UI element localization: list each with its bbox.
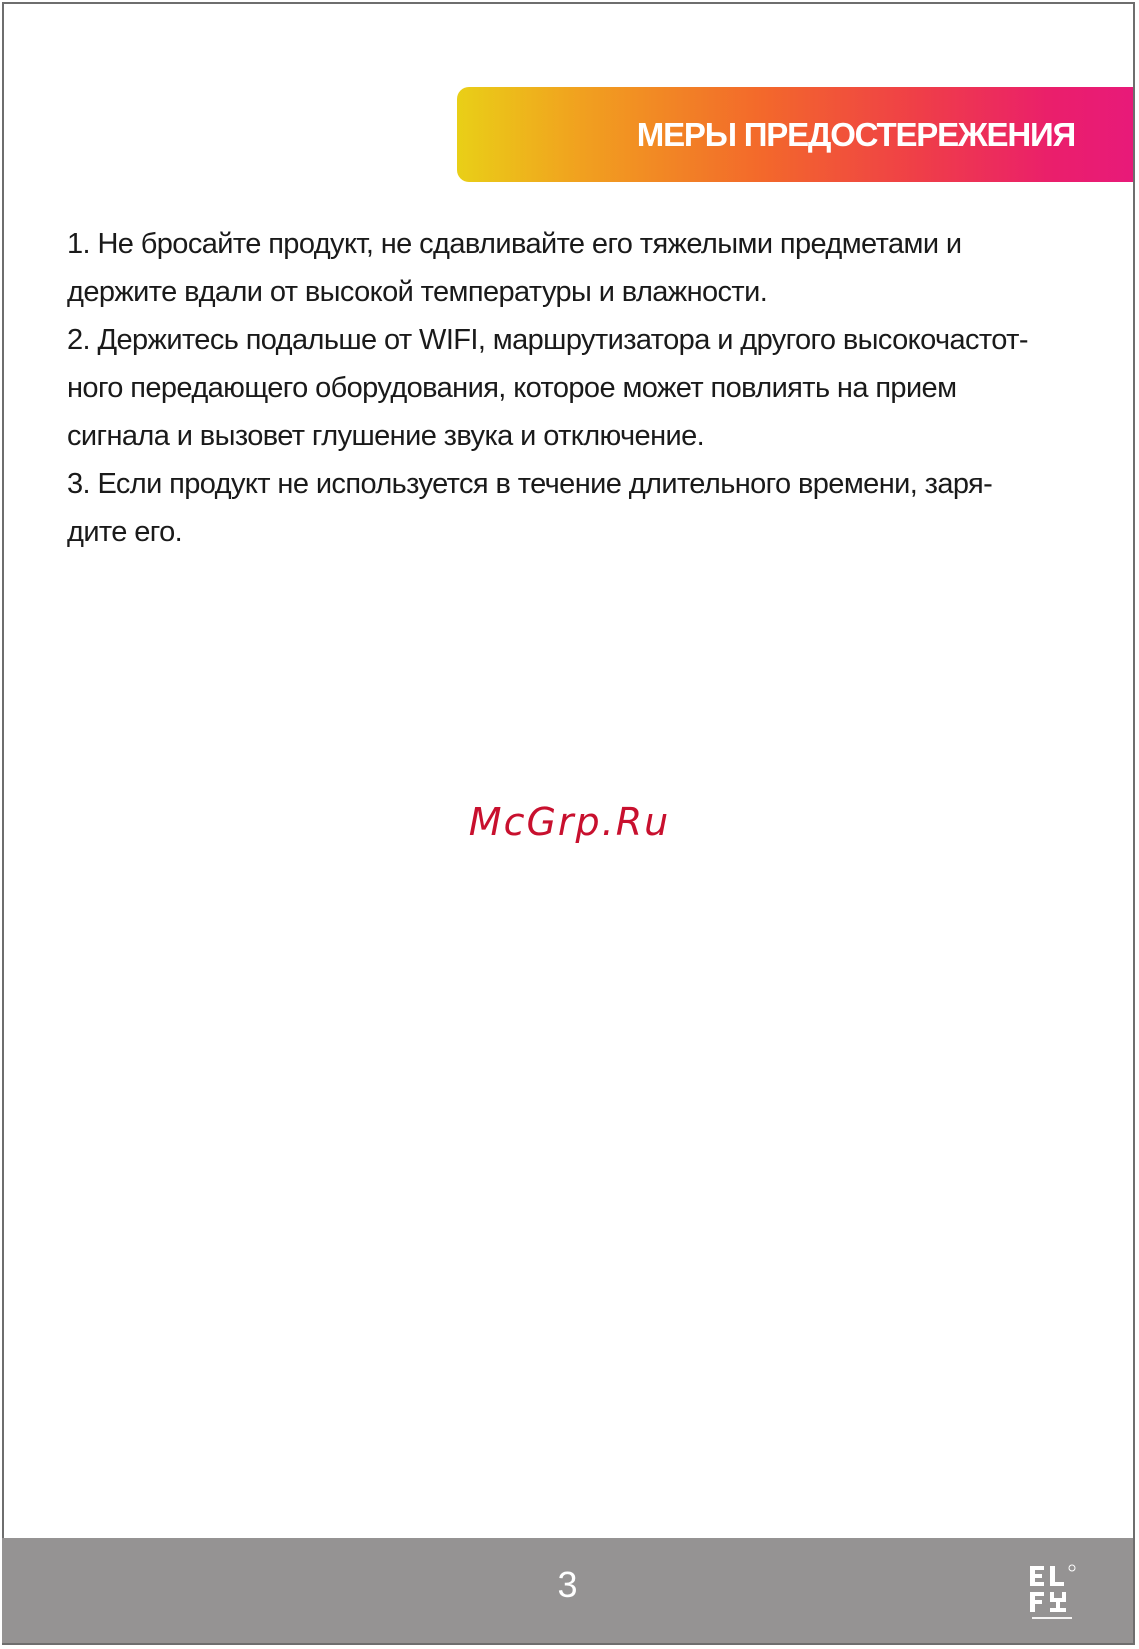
text-line: ного передающего оборудования, которое может повлиять на прием	[67, 372, 957, 404]
section-title: МЕРЫ ПРЕДОСТЕРЕЖЕНИЯ	[636, 115, 1075, 153]
elfy-logo-icon	[1028, 1560, 1080, 1624]
page-footer	[2, 1538, 1133, 1643]
text-line: дите его.	[67, 516, 183, 548]
precautions-text	[67, 220, 1097, 556]
watermark-text: McGrp.Ru	[468, 800, 671, 844]
section-header-banner	[457, 87, 1135, 182]
text-line: держите вдали от высокой температуры и влажности.	[67, 276, 768, 308]
text-line: сигнала и вызовет глушение звука и отключение.	[67, 420, 705, 452]
text-line: 1. Не бросайте продукт, не сдавливайте его тяжелыми предметами и	[67, 228, 962, 260]
text-line: 2. Держитесь подальше от WIFI, маршрутизатора и другого высокочастот-	[67, 324, 1028, 356]
page-number: 3	[557, 1564, 578, 1605]
text-line: 3. Если продукт не используется в течение длительного времени, заря-	[67, 468, 993, 500]
